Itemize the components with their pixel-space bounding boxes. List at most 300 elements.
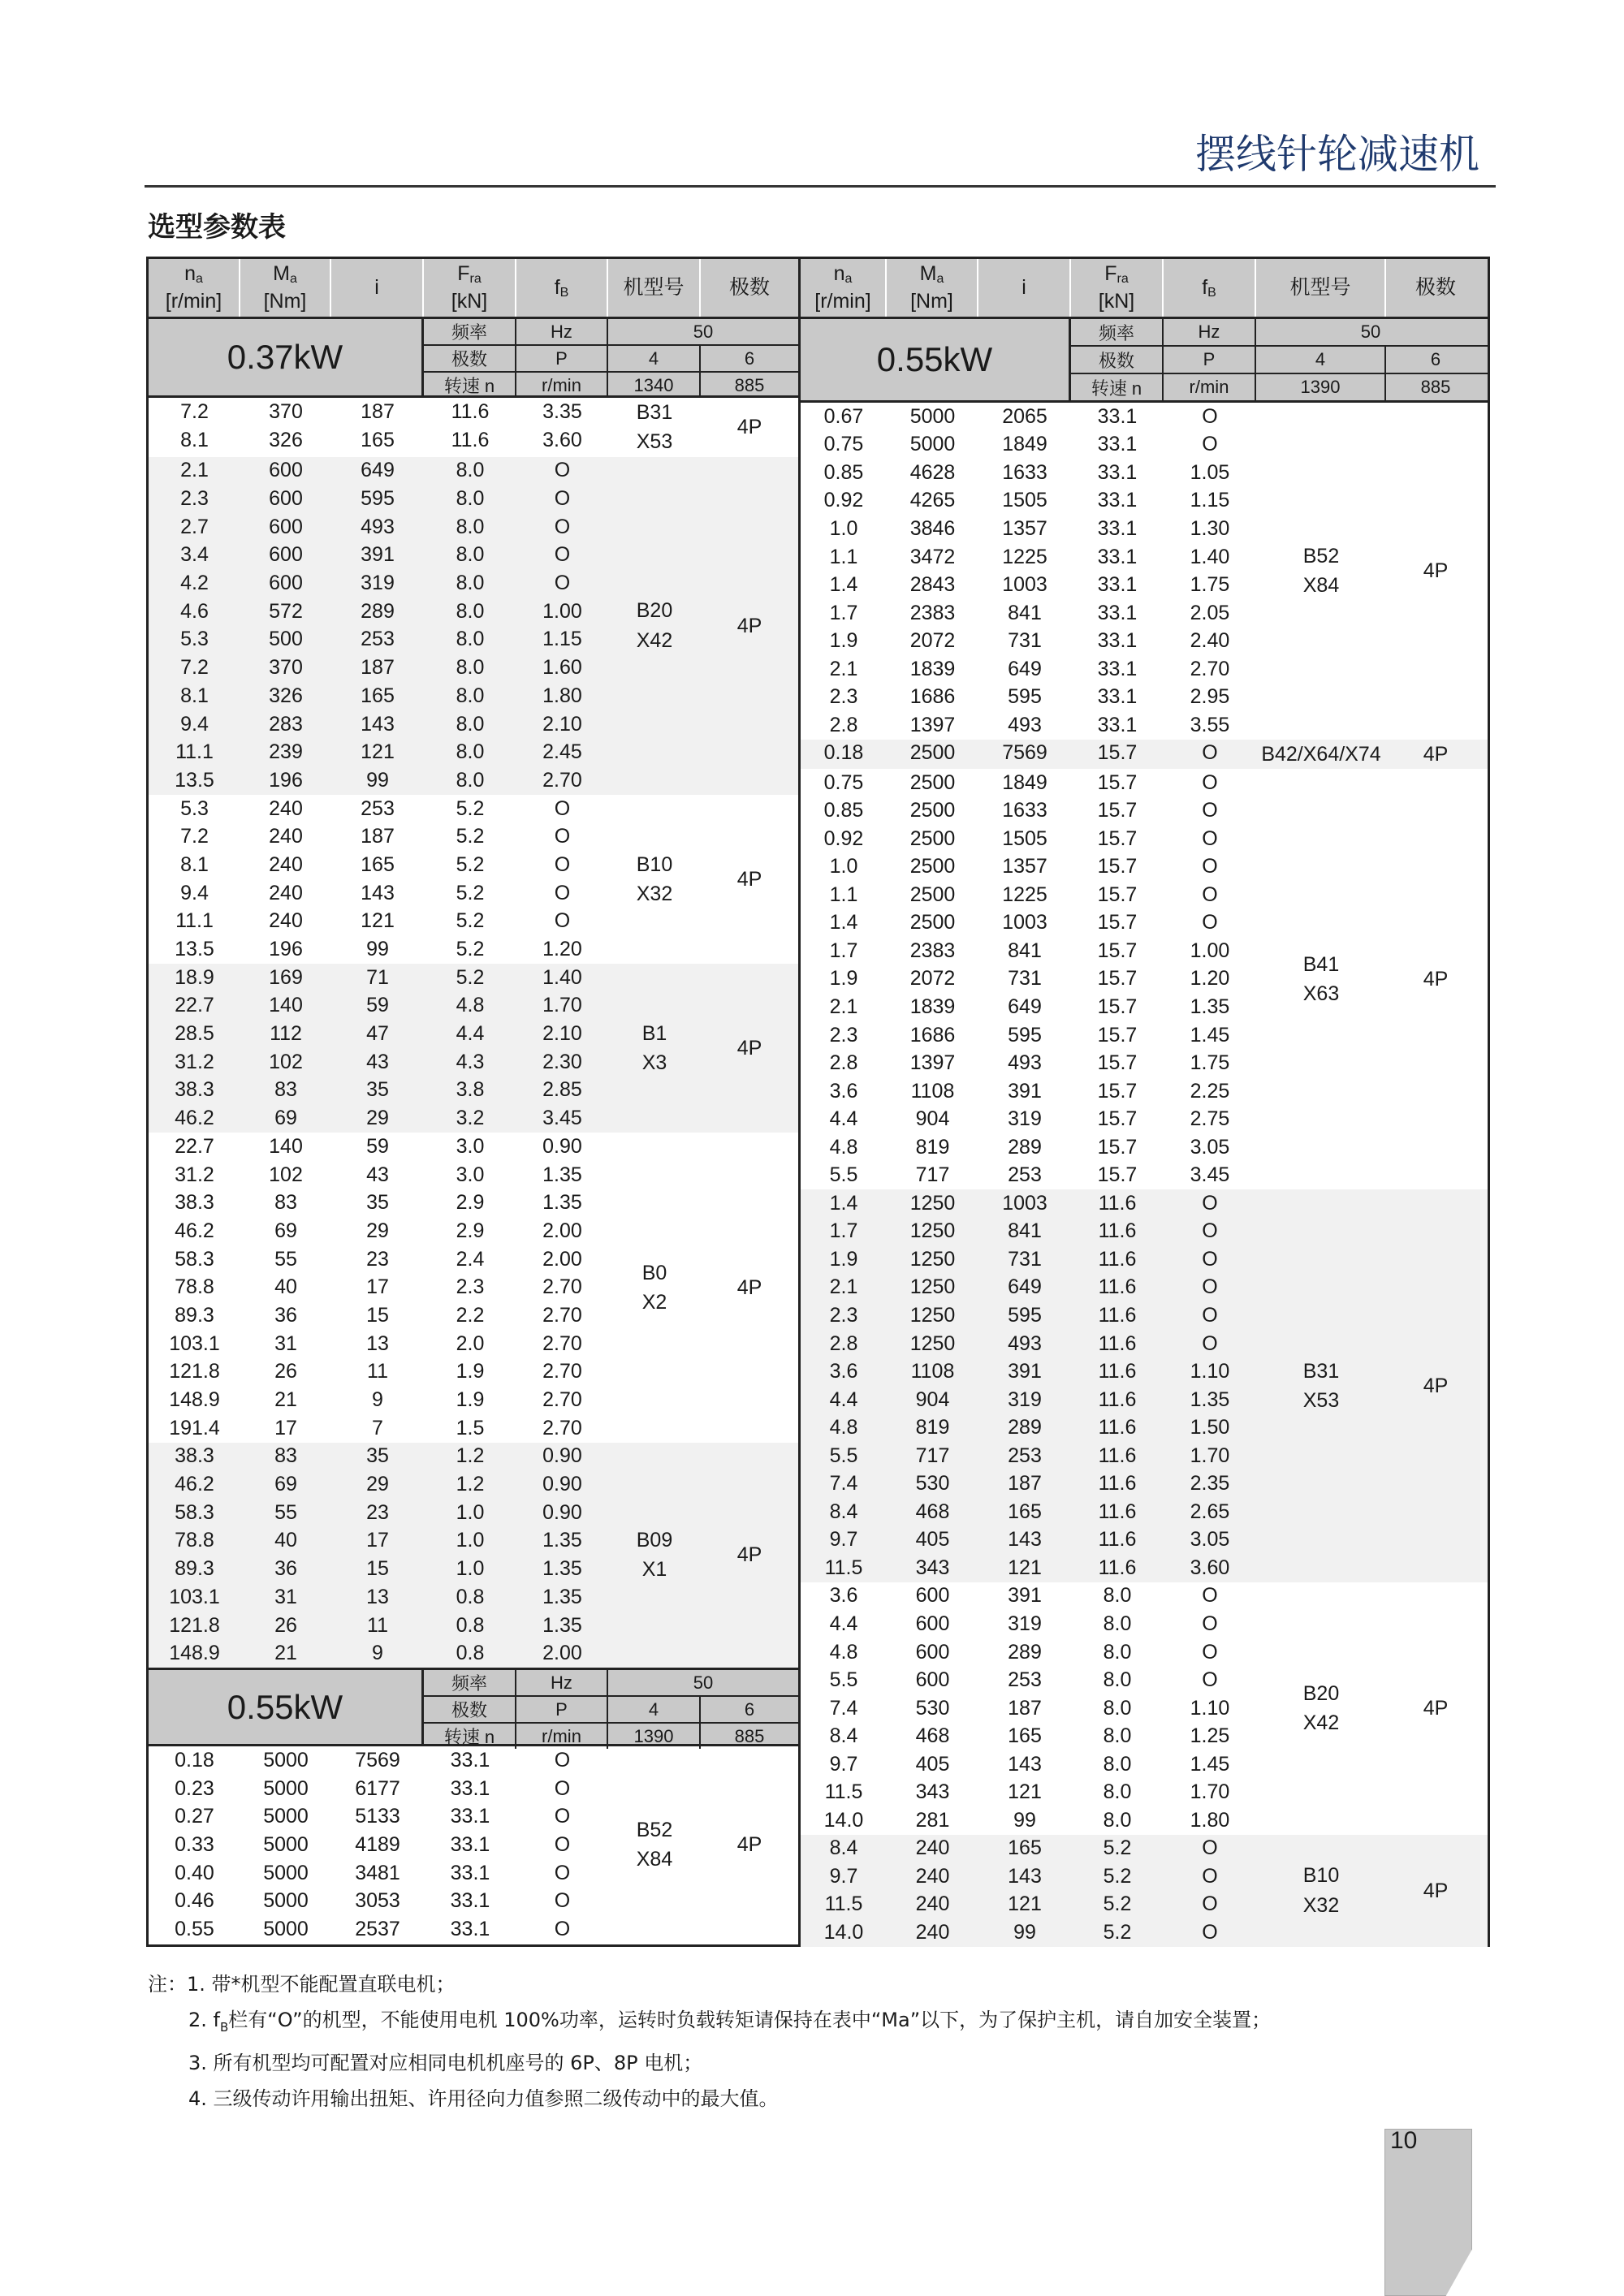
- radial-force-fra: 5.2: [456, 938, 485, 961]
- radial-force-fra: 11.6: [451, 428, 490, 451]
- column-header-subscript: B: [559, 285, 569, 300]
- radial-force-fra: 15.7: [1097, 1107, 1138, 1131]
- model-number-cell: [608, 1443, 701, 1668]
- speed-na: 38.3: [175, 1078, 214, 1102]
- column-header-label: i: [1021, 275, 1026, 299]
- speed-na: 121.8: [169, 1360, 220, 1383]
- torque-ma: 468: [915, 1724, 950, 1748]
- speed-na: 0.85: [823, 799, 864, 822]
- radial-force-fra: 33.1: [1097, 489, 1138, 512]
- service-factor-fb: O: [1202, 1668, 1218, 1692]
- ratio-i: 841: [1008, 939, 1042, 962]
- ratio-i: 731: [1008, 1247, 1042, 1271]
- service-factor-fb: 3.05: [1190, 1528, 1230, 1552]
- column-header-unit: [kN]: [1098, 289, 1135, 313]
- radial-force-fra: 33.1: [1097, 404, 1138, 428]
- speed-na: 9.4: [180, 881, 209, 904]
- model-group: [801, 1835, 1488, 1947]
- radial-force-fra: 15.7: [1097, 1163, 1138, 1187]
- ratio-i: 391: [1008, 1079, 1042, 1103]
- service-factor-fb: O: [1202, 911, 1218, 934]
- torque-ma: 2500: [909, 826, 956, 850]
- model-group-rows: [149, 1746, 608, 1944]
- table-row: [801, 711, 1256, 740]
- spec-value-4p: 4: [608, 346, 701, 371]
- radial-force-fra: 5.2: [456, 825, 485, 848]
- speed-na: 2.7: [180, 515, 209, 538]
- ratio-i: 17: [366, 1529, 389, 1552]
- speed-na: 7.4: [829, 1696, 858, 1720]
- ratio-i: 99: [1013, 1921, 1036, 1944]
- speed-na: 4.4: [829, 1388, 858, 1411]
- note-3: 3. 所有机型均可配置对应相同电机机座号的 6P、8P 电机；: [188, 2051, 703, 2074]
- motor-spec-grid: [424, 319, 798, 395]
- radial-force-fra: 11.6: [1098, 1331, 1137, 1355]
- service-factor-fb: 1.70: [1190, 1780, 1230, 1804]
- ratio-i: 99: [1013, 1808, 1036, 1832]
- page-number: 10: [1390, 2127, 1418, 2154]
- table-row: [149, 1161, 608, 1189]
- model-group-rows: [801, 403, 1256, 740]
- table-row: [801, 1498, 1256, 1526]
- table-row: [801, 1722, 1256, 1750]
- torque-ma: 1397: [909, 1051, 956, 1075]
- service-factor-fb: 1.10: [1190, 1360, 1230, 1383]
- table-row: [801, 796, 1256, 825]
- speed-na: 0.92: [823, 489, 864, 512]
- service-factor-fb: O: [554, 543, 571, 567]
- radial-force-fra: 15.7: [1097, 883, 1138, 906]
- speed-na: 1.9: [829, 629, 858, 653]
- model-group-rows: [149, 457, 608, 795]
- ratio-i: 595: [361, 487, 395, 511]
- spec-value-4p: 1340: [608, 373, 701, 398]
- torque-ma: 904: [915, 1388, 950, 1411]
- radial-force-fra: 8.0: [456, 768, 485, 792]
- poles-cell: 4P: [736, 1833, 762, 1857]
- poles-cell: 4P: [1423, 1879, 1449, 1902]
- speed-na: 4.8: [829, 1640, 858, 1664]
- ratio-i: 43: [366, 1163, 389, 1186]
- service-factor-fb: 1.35: [542, 1557, 582, 1581]
- ratio-i: 9: [372, 1388, 383, 1412]
- ratio-i: 35: [366, 1191, 389, 1215]
- table-row: [801, 1526, 1256, 1555]
- speed-na: 4.2: [180, 572, 209, 595]
- ratio-i: 43: [366, 1050, 389, 1073]
- speed-na: 38.3: [175, 1444, 214, 1468]
- radial-force-fra: 5.2: [1103, 1864, 1132, 1888]
- service-factor-fb: 2.10: [542, 1022, 582, 1046]
- table-row: [801, 1806, 1256, 1835]
- table-row: [149, 822, 608, 851]
- service-factor-fb: 2.05: [1190, 601, 1230, 624]
- table-row: [801, 1918, 1256, 1947]
- radial-force-fra: 11.6: [1098, 1219, 1137, 1243]
- column-header-unit: [r/min]: [814, 289, 871, 313]
- ratio-i: 29: [366, 1473, 389, 1496]
- radial-force-fra: 0.8: [456, 1642, 485, 1665]
- speed-na: 38.3: [175, 1191, 214, 1215]
- poles-cell: 4P: [736, 867, 762, 891]
- table-row: [149, 1583, 608, 1612]
- table-row: [149, 738, 608, 766]
- service-factor-fb: 3.60: [1190, 1556, 1230, 1579]
- radial-force-fra: 33.1: [450, 1805, 490, 1828]
- service-factor-fb: 1.05: [1190, 460, 1230, 484]
- torque-ma: 36: [274, 1557, 297, 1581]
- model-group: [149, 398, 798, 457]
- torque-ma: 69: [274, 1219, 297, 1242]
- table-row: [801, 1470, 1256, 1498]
- torque-ma: 112: [270, 1022, 302, 1046]
- ratio-i: 165: [1008, 1836, 1042, 1860]
- radial-force-fra: 33.1: [1097, 657, 1138, 680]
- table-row: [801, 515, 1256, 543]
- poles-cell: 4P: [1423, 1697, 1449, 1720]
- poles-cell: 4P: [1423, 742, 1449, 766]
- speed-na: 5.5: [829, 1444, 858, 1467]
- table-row: [149, 1470, 608, 1499]
- speed-na: 46.2: [175, 1107, 214, 1130]
- speed-na: 8.1: [180, 852, 209, 876]
- ratio-i: 253: [1008, 1163, 1042, 1187]
- ratio-i: 6177: [355, 1776, 400, 1800]
- column-header-subscript: B: [1207, 285, 1216, 300]
- column-header-row: [149, 259, 798, 319]
- table-row: [801, 431, 1256, 460]
- service-factor-fb: O: [1202, 1331, 1218, 1355]
- service-factor-fb: 2.00: [542, 1219, 582, 1242]
- radial-force-fra: 1.0: [456, 1557, 485, 1581]
- table-row: [149, 1527, 608, 1556]
- ratio-i: 165: [361, 684, 395, 707]
- service-factor-fb: 1.35: [542, 1613, 582, 1637]
- spec-label: 极数: [424, 346, 516, 371]
- ratio-i: 143: [1008, 1752, 1042, 1776]
- radial-force-fra: 11.6: [1098, 1191, 1137, 1215]
- model-group: [801, 1189, 1488, 1582]
- radial-force-fra: 33.1: [1097, 629, 1138, 653]
- ratio-i: 319: [1008, 1388, 1042, 1411]
- motor-spec-row: [424, 373, 798, 398]
- table-row: [801, 1554, 1256, 1582]
- table-row: [801, 1694, 1256, 1723]
- ratio-i: 35: [366, 1078, 389, 1102]
- service-factor-fb: 3.35: [542, 399, 582, 423]
- speed-na: 1.4: [829, 1191, 858, 1215]
- torque-ma: 5000: [263, 1805, 309, 1828]
- spec-value-6p: 6: [1430, 349, 1441, 369]
- poles-cell: 4P: [1423, 967, 1449, 990]
- column-header: [701, 259, 798, 317]
- speed-na: 14.0: [823, 1921, 864, 1944]
- model-number: B09: [636, 1529, 673, 1552]
- radial-force-fra: 5.2: [456, 909, 485, 933]
- torque-ma: 55: [274, 1247, 297, 1271]
- model-group: [801, 769, 1488, 1189]
- speed-na: 148.9: [169, 1388, 220, 1412]
- radial-force-fra: 8.0: [1103, 1612, 1132, 1635]
- torque-ma: 2383: [909, 939, 956, 962]
- table-row: [149, 1189, 608, 1217]
- radial-force-fra: 8.0: [456, 712, 485, 736]
- torque-ma: 240: [269, 796, 303, 820]
- table-row: [801, 1245, 1256, 1274]
- speed-na: 9.4: [180, 712, 209, 736]
- model-number-cell: [608, 1133, 701, 1443]
- column-header-label: 机型号: [623, 275, 685, 299]
- table-row: [149, 1639, 608, 1668]
- service-factor-fb: 2.70: [542, 1416, 582, 1439]
- ratio-i: 319: [1008, 1107, 1042, 1131]
- service-factor-fb: O: [554, 852, 571, 876]
- table-row: [149, 1859, 608, 1888]
- radial-force-fra: 33.1: [450, 1748, 490, 1772]
- ratio-i: 4189: [355, 1832, 400, 1856]
- speed-na: 11.5: [824, 1556, 863, 1579]
- torque-ma: 2500: [909, 770, 956, 794]
- torque-ma: 2072: [909, 629, 956, 653]
- table-row: [801, 1077, 1256, 1106]
- ratio-i: 1849: [1002, 433, 1047, 456]
- radial-force-fra: 2.9: [456, 1191, 485, 1215]
- model-number: B20: [1302, 1681, 1340, 1705]
- model-number: B41: [1302, 952, 1340, 976]
- torque-ma: 326: [269, 684, 303, 707]
- service-factor-fb: 1.10: [1190, 1696, 1230, 1720]
- torque-ma: 83: [274, 1444, 297, 1468]
- table-row: [149, 1555, 608, 1583]
- table-row: [801, 403, 1256, 431]
- speed-na: 2.3: [180, 487, 209, 511]
- service-factor-fb: 2.95: [1190, 685, 1230, 709]
- table-row: [149, 1499, 608, 1527]
- poles-cell: 4P: [1423, 559, 1449, 583]
- service-factor-fb: O: [554, 1889, 571, 1913]
- ratio-i: 731: [1008, 967, 1042, 990]
- ratio-i: 1849: [1002, 770, 1047, 794]
- torque-ma: 1250: [909, 1219, 956, 1243]
- torque-ma: 1108: [910, 1360, 955, 1383]
- speed-na: 1.7: [829, 939, 858, 962]
- table-row: [801, 1161, 1256, 1189]
- torque-ma: 240: [269, 881, 303, 904]
- column-header-label: 极数: [728, 275, 770, 299]
- radial-force-fra: 5.2: [456, 796, 485, 820]
- model-group-rows: [149, 964, 608, 1133]
- service-factor-fb: 1.40: [542, 965, 582, 989]
- ratio-i: 165: [361, 428, 395, 451]
- radial-force-fra: 33.1: [450, 1832, 490, 1856]
- service-factor-fb: 2.30: [542, 1050, 582, 1073]
- radial-force-fra: 8.0: [1103, 1752, 1132, 1776]
- radial-force-fra: 15.7: [1097, 1135, 1138, 1159]
- table-row: [149, 1831, 608, 1859]
- ratio-i: 7569: [1002, 741, 1047, 765]
- torque-ma: 370: [269, 656, 303, 680]
- note-label: 注：: [148, 1973, 187, 1996]
- radial-force-fra: 15.7: [1097, 1051, 1138, 1075]
- radial-force-fra: 11.6: [1098, 1472, 1137, 1495]
- ratio-i: 1003: [1002, 573, 1047, 597]
- speed-na: 89.3: [175, 1557, 214, 1581]
- torque-ma: 405: [915, 1752, 950, 1776]
- ratio-i: 595: [1008, 1023, 1042, 1047]
- radial-force-fra: 2.4: [456, 1247, 485, 1271]
- speed-na: 3.6: [829, 1079, 858, 1103]
- model-number: X53: [636, 430, 673, 454]
- ratio-i: 121: [361, 909, 395, 933]
- radial-force-fra: 33.1: [1097, 545, 1138, 568]
- radial-force-fra: 1.2: [456, 1473, 485, 1496]
- torque-ma: 904: [915, 1107, 950, 1131]
- service-factor-fb: 1.30: [1190, 516, 1230, 540]
- radial-force-fra: 8.0: [456, 628, 485, 651]
- speed-na: 0.18: [823, 741, 864, 765]
- service-factor-fb: 0.90: [542, 1473, 582, 1496]
- service-factor-fb: O: [1202, 1191, 1218, 1215]
- motor-spec-grid: [424, 1670, 798, 1748]
- torque-ma: 2500: [909, 883, 956, 906]
- speed-na: 9.7: [829, 1528, 858, 1552]
- service-factor-fb: 1.00: [1190, 939, 1230, 962]
- spec-value: 50: [693, 321, 714, 342]
- column-header-label: 极数: [1415, 275, 1456, 299]
- service-factor-fb: 2.70: [542, 1275, 582, 1299]
- ratio-i: 319: [361, 572, 395, 595]
- torque-ma: 1686: [909, 1023, 956, 1047]
- torque-ma: 21: [274, 1642, 297, 1665]
- radial-force-fra: 5.2: [1103, 1836, 1132, 1860]
- model-number: B52: [1302, 545, 1340, 568]
- speed-na: 1.0: [829, 855, 858, 878]
- model-number: B10: [636, 852, 673, 876]
- column-header-label: $f_B$: [554, 275, 569, 300]
- torque-ma: 240: [915, 1836, 950, 1860]
- service-factor-fb: 1.75: [1190, 1051, 1230, 1075]
- torque-ma: 281: [915, 1808, 950, 1832]
- service-factor-fb: 2.70: [542, 1303, 582, 1327]
- radial-force-fra: 15.7: [1097, 1023, 1138, 1047]
- torque-ma: 240: [915, 1864, 950, 1888]
- service-factor-fb: O: [1202, 1584, 1218, 1608]
- ratio-i: 391: [1008, 1584, 1042, 1608]
- table-row: [801, 1049, 1256, 1077]
- radial-force-fra: 4.8: [456, 994, 485, 1017]
- motor-spec-header: [149, 1668, 798, 1746]
- speed-na: 4.8: [829, 1135, 858, 1159]
- column-header: [608, 259, 701, 317]
- speed-na: 0.85: [823, 460, 864, 484]
- service-factor-fb: O: [1202, 1836, 1218, 1860]
- service-factor-fb: 1.45: [1190, 1752, 1230, 1776]
- service-factor-fb: 3.45: [1190, 1163, 1230, 1187]
- torque-ma: 819: [915, 1416, 950, 1439]
- table-row: [801, 1638, 1256, 1667]
- model-number: X84: [636, 1848, 673, 1871]
- speed-na: 2.8: [829, 1331, 858, 1355]
- model-number: B31: [1302, 1359, 1340, 1383]
- ratio-i: 731: [1008, 629, 1042, 653]
- model-number: X53: [1302, 1388, 1340, 1412]
- ratio-i: 319: [1008, 1612, 1042, 1635]
- model-group-rows: [149, 398, 608, 457]
- model-number-cell: [608, 795, 701, 964]
- torque-ma: 26: [274, 1360, 297, 1383]
- torque-ma: 196: [269, 938, 303, 961]
- table-row: [801, 1301, 1256, 1330]
- ratio-i: 1225: [1002, 545, 1047, 568]
- ratio-i: 11: [367, 1360, 388, 1383]
- column-header-subscript: a: [844, 271, 853, 286]
- poles-cell: 4P: [736, 416, 762, 439]
- speed-na: 4.6: [180, 599, 209, 623]
- ratio-i: 289: [361, 599, 395, 623]
- model-group: [149, 1746, 798, 1944]
- table-row: [149, 1443, 608, 1471]
- service-factor-fb: 1.40: [1190, 545, 1230, 568]
- table-row: [149, 1386, 608, 1414]
- ratio-i: 121: [361, 740, 395, 764]
- speed-na: 7.2: [180, 656, 209, 680]
- poles-cell: 4P: [1423, 1374, 1449, 1397]
- spec-label: 频率: [424, 319, 516, 344]
- torque-ma: 343: [915, 1556, 950, 1579]
- radial-force-fra: 11.6: [1098, 1275, 1137, 1299]
- model-number-cell: [608, 1746, 701, 1944]
- torque-ma: 21: [274, 1388, 297, 1412]
- model-number: X63: [1302, 982, 1340, 1005]
- torque-ma: 55: [274, 1500, 297, 1524]
- table-row: [801, 683, 1256, 711]
- column-header-subscript: a: [196, 271, 203, 286]
- model-number: X3: [641, 1051, 667, 1074]
- spec-label: 转速 n: [1071, 374, 1164, 400]
- model-group-rows: [801, 740, 1256, 769]
- table-row: [149, 879, 608, 908]
- column-header-subscript: ra: [1116, 271, 1129, 286]
- radial-force-fra: 15.7: [1097, 967, 1138, 990]
- torque-ma: 140: [269, 1134, 303, 1158]
- column-header-subscript: a: [289, 271, 297, 286]
- speed-na: 58.3: [175, 1247, 214, 1271]
- motor-spec-row: [424, 319, 798, 346]
- service-factor-fb: 1.50: [1190, 1416, 1230, 1439]
- motor-spec-row: [424, 1697, 798, 1724]
- torque-ma: 196: [269, 768, 303, 792]
- model-group-rows: [149, 1133, 608, 1443]
- speed-na: 46.2: [175, 1219, 214, 1242]
- ratio-i: 143: [361, 881, 395, 904]
- service-factor-fb: O: [1202, 433, 1218, 456]
- ratio-i: 121: [1008, 1892, 1042, 1916]
- speed-na: 58.3: [175, 1500, 214, 1524]
- radial-force-fra: 11.6: [1098, 1528, 1137, 1552]
- radial-force-fra: 8.0: [456, 487, 485, 511]
- model-number-cell: [1256, 1189, 1386, 1582]
- ratio-i: 7: [372, 1416, 383, 1439]
- radial-force-fra: 8.0: [456, 656, 485, 680]
- ratio-i: 71: [366, 965, 389, 989]
- torque-ma: 530: [915, 1696, 950, 1720]
- speed-na: 121.8: [169, 1613, 220, 1637]
- speed-na: 78.8: [175, 1275, 214, 1299]
- column-header: [1386, 259, 1485, 317]
- torque-ma: 169: [269, 965, 303, 989]
- torque-ma: 717: [915, 1163, 950, 1187]
- note-2: [148, 2002, 1271, 2045]
